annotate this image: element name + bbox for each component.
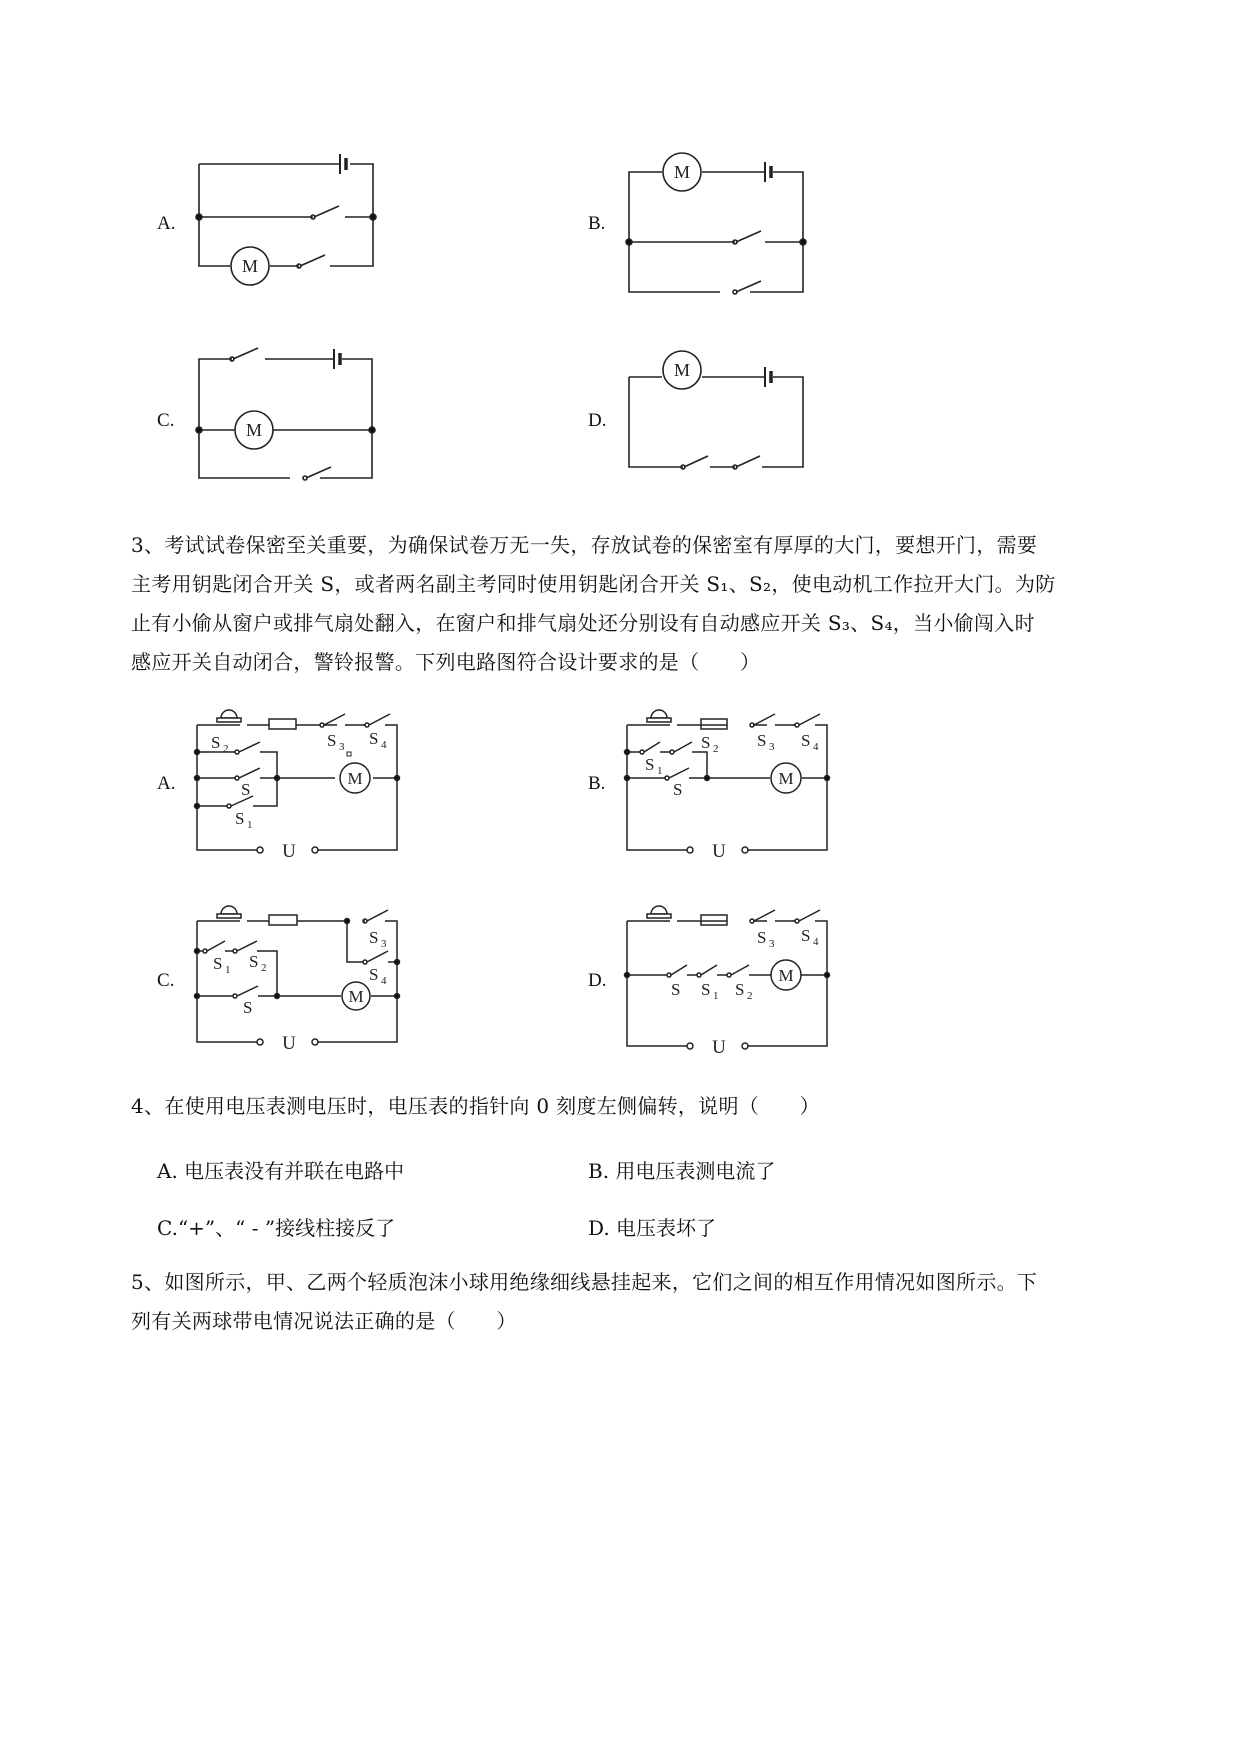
svg-text:M: M xyxy=(245,420,263,440)
svg-text:1: 1 xyxy=(225,964,231,976)
svg-text:S: S xyxy=(235,809,245,828)
q3-circuit-c xyxy=(185,895,410,1060)
svg-text:M: M xyxy=(348,987,364,1006)
svg-text:S: S xyxy=(243,998,253,1017)
q4-choice-a: A. 电压表没有并联在电路中 xyxy=(157,1159,405,1183)
svg-text:M: M xyxy=(241,256,259,276)
bell-icon xyxy=(651,906,667,914)
q2-option-c-label: C. xyxy=(157,410,175,431)
q3-stem xyxy=(131,526,1056,682)
svg-text:1: 1 xyxy=(713,990,719,1002)
q3-stem-line-2: 主考用钥匙闭合开关 S，或者两名副主考同时使用钥匙闭合开关 S₁、S₂，使电动机工作拉开大门。为防 xyxy=(131,572,1056,596)
svg-text:2: 2 xyxy=(747,990,753,1002)
q3-option-a-label: A. xyxy=(157,773,176,794)
svg-text:S: S xyxy=(735,980,745,999)
resistor-icon xyxy=(701,719,727,729)
svg-text:4: 4 xyxy=(813,936,819,948)
svg-text:S: S xyxy=(801,926,811,945)
svg-text:S: S xyxy=(757,928,767,947)
q5-stem xyxy=(131,1263,1037,1341)
svg-text:3: 3 xyxy=(381,938,387,950)
resistor-icon xyxy=(701,915,727,925)
svg-text:M: M xyxy=(347,769,363,788)
svg-text:S: S xyxy=(327,731,337,750)
q2-circuit-b xyxy=(615,140,825,305)
q3-option-d-label: D. xyxy=(588,970,607,991)
q5-stem-line-1: 5、如图所示，甲、乙两个轻质泡沫小球用绝缘细线悬挂起来，它们之间的相互作用情况如图所示。下 xyxy=(131,1270,1038,1294)
q2-circuit-c xyxy=(185,340,395,490)
q3-stem-line-3: 止有小偷从窗户或排气扇处翻入，在窗户和排气扇处还分别设有自动感应开关 S₃、S₄，当小偷闯入时 xyxy=(131,611,1035,635)
q2-option-d-label: D. xyxy=(588,410,607,431)
q2-option-b-label: B. xyxy=(588,213,606,234)
svg-text:2: 2 xyxy=(261,962,267,974)
q2-circuit-d xyxy=(615,345,825,480)
bell-icon xyxy=(221,710,237,718)
svg-text:S: S xyxy=(701,733,711,752)
q3-option-c-label: C. xyxy=(157,970,175,991)
svg-text:S: S xyxy=(211,733,221,752)
svg-text:3: 3 xyxy=(769,938,775,950)
q3-circuit-a xyxy=(185,700,410,865)
svg-text:S: S xyxy=(645,755,655,774)
svg-text:1: 1 xyxy=(247,819,253,831)
svg-text:S: S xyxy=(369,928,379,947)
q3-stem-line-1: 3、考试试卷保密至关重要，为确保试卷万无一失，存放试卷的保密室有厚厚的大门，要想开门，需要 xyxy=(131,533,1038,557)
bell-icon xyxy=(651,710,667,718)
q2-option-a-label: A. xyxy=(157,213,176,234)
svg-text:U: U xyxy=(282,1033,296,1054)
svg-text:U: U xyxy=(712,841,726,862)
svg-text:4: 4 xyxy=(813,741,819,753)
svg-text:S: S xyxy=(369,965,379,984)
svg-text:M: M xyxy=(778,769,794,788)
q5-stem-line-2: 列有关两球带电情况说法正确的是（ ） xyxy=(131,1309,517,1333)
svg-text:M: M xyxy=(778,966,794,985)
q3-option-b-label: B. xyxy=(588,773,606,794)
q3-circuit-b xyxy=(615,700,840,865)
svg-text:S: S xyxy=(701,980,711,999)
svg-text:U: U xyxy=(282,841,296,862)
svg-text:U: U xyxy=(712,1037,726,1058)
svg-text:S: S xyxy=(801,731,811,750)
q4-stem: 4、在使用电压表测电压时，电压表的指针向 0 刻度左侧偏转，说明（ ） xyxy=(131,1094,820,1118)
svg-text:S: S xyxy=(673,780,683,799)
svg-text:4: 4 xyxy=(381,975,387,987)
q2-circuit-a xyxy=(185,140,395,290)
svg-text:3: 3 xyxy=(769,741,775,753)
svg-text:S: S xyxy=(757,731,767,750)
q4-choice-c: C.“+”、“ - ”接线柱接反了 xyxy=(157,1216,396,1240)
svg-text:S: S xyxy=(241,780,251,799)
q4-choice-d: D. 电压表坏了 xyxy=(588,1216,717,1240)
q4-choice-b: B. 用电压表测电流了 xyxy=(588,1159,776,1183)
svg-text:M: M xyxy=(673,360,691,380)
svg-text:3: 3 xyxy=(339,741,345,753)
svg-text:S: S xyxy=(213,954,223,973)
bell-icon xyxy=(221,906,237,914)
svg-text:M: M xyxy=(673,162,691,182)
q3-circuit-d xyxy=(615,895,840,1060)
svg-text:2: 2 xyxy=(713,743,719,755)
resistor-icon xyxy=(269,719,296,729)
resistor-icon xyxy=(269,915,297,925)
svg-text:1: 1 xyxy=(657,765,663,777)
svg-text:2: 2 xyxy=(223,743,229,755)
q3-stem-line-4: 感应开关自动闭合，警铃报警。下列电路图符合设计要求的是（ ） xyxy=(131,650,761,674)
svg-text:S: S xyxy=(249,952,259,971)
svg-text:4: 4 xyxy=(381,739,387,751)
svg-text:S: S xyxy=(369,729,379,748)
svg-text:S: S xyxy=(671,980,681,999)
